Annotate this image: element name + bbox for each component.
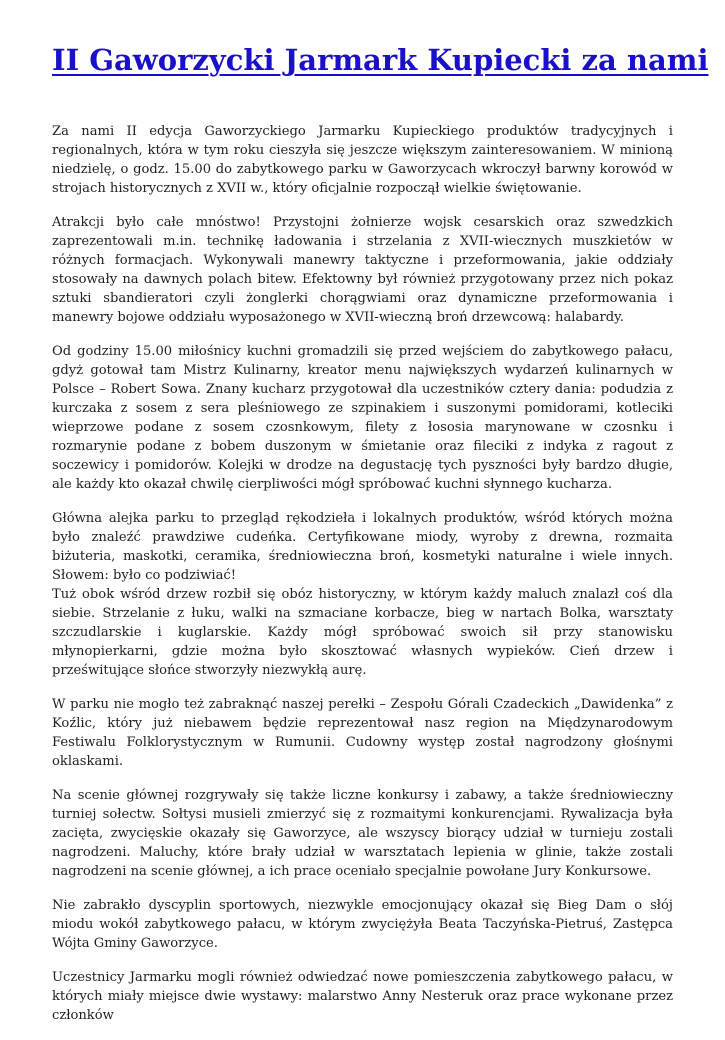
article-title-link[interactable]: II Gaworzycki Jarmark Kupiecki za nami — [52, 43, 709, 77]
paragraph-camp-text: Tuż obok wśród drzew rozbił się obóz historyczny, w którym każdy maluch znalazł coś dla siebie. Strzelanie z łuku, walki na szmaciane korbacze, bieg w nartach Bolka, warsztaty szczudlarskie i kuglarskie. Każdy mógł spróbować swoich sił przy stanowisku młynopierkarni, gdzie można było skosztować własnych wypieków. Cień drzew i prześwitujące słońce stworzyły niezwykłą aurę. — [52, 587, 673, 678]
paragraph-cooking: Od godziny 15.00 miłośnicy kuchni gromadzili się przed wejściem do zabytkowego pałacu, gdyż gotował tam Mistrz Kulinarny, kreator menu największych wydarzeń kulinarnych w Polsce – Robert Sowa. Znany kucharz przygotował dla uczestników cztery dania: podudzia z kurczaka z sosem z sera pleśniowego ze szpinakiem i suszonymi pomidorami, kotleciki wieprzowe podane z sosem czosnkowym, filety z łososia marynowane w czosnku i rozmarynie podane z bobem duszonym w śmietanie oraz fileciki z indyka z ragout z soczewicy i pomidorów. Kolejki w drodze na degustację tych pyszności były bardzo długie, ale każdy kto okazał chwilę cierpliwości mógł spróbować kuchni słynnego kucharza. — [52, 344, 673, 492]
paragraph-soldiers: Atrakcji było całe mnóstwo! Przystojni żołnierze wojsk cesarskich oraz szwedzkich zaprezentowali m.in. technikę ładowania i strzelania z XVII-wiecznych muszkietów w różnych formacjach. Wykonywali manewry taktyczne i przeformowania, jakie oddziały stosowały na dawnych polach bitew. Efektowny był również przygotowany przez nich pokaz sztuki sbandieratori czyli żonglerki chorągwiami oraz dynamiczne przeformowania i manewry bojowe oddziału wyposażonego w XVII-wieczną broń drzewcową: halabardy. — [52, 215, 673, 325]
paragraph-stage: Na scenie głównej rozgrywały się także liczne konkursy i zabawy, a także średniowieczny turniej sołectw. Sołtysi musieli zmierzyć się z rozmaitymi konkurencjami. Rywalizacja była zacięta, zwycięskie okazały się Gaworzyce, ale wszyscy biorący udział w turnieju zostali nagrodzeni. Maluchy, które brały udział w warsztatach lepienia w glinie, także zostali nagrodzeni na scenie głównej, a ich prace oceniało specjalnie powołane Jury Konkursowe. — [52, 788, 673, 879]
paragraph-sports: Nie zabrakło dyscyplin sportowych, niezwykle emocjonujący okazał się Bieg Dam o słój miodu wokół zabytkowego pałacu, w którym zwyciężyła Beata Taczyńska-Pietruś, Zastępca Wójta Gminy Gaworzyce. — [52, 898, 673, 951]
article — [52, 42, 709, 1040]
paragraph-crafts — [52, 509, 673, 680]
paragraph-folk-band: W parku nie mogło też zabraknąć naszej perełki – Zespołu Górali Czadeckich „Dawidenka” z Koźlic, który już niebawem będzie reprezentował nasz region na Międzynarodowym Festiwalu Folklorystycznym w Rumunii. Cudowny występ został nagrodzony głośnymi oklaskami. — [52, 697, 673, 769]
paragraph-exhibitions: Uczestnicy Jarmarku mogli również odwiedzać nowe pomieszczenia zabytkowego pałacu, w których miały miejsce dwie wystawy: malarstwo Anny Nesteruk oraz prace wykonane przez członków — [52, 970, 673, 1023]
paragraph-intro: Za nami II edycja Gaworzyckiego Jarmarku Kupieckiego produktów tradycyjnych i regionalnych, która w tym roku cieszyła się jeszcze większym zainteresowaniem. W minioną niedzielę, o godz. 15.00 do zabytkowego parku w Gaworzycach wkroczył barwny korowód w strojach historycznych z XVII w., który oficjalnie rozpoczął wielkie świętowanie. — [52, 124, 673, 196]
paragraph-crafts-text: Główna alejka parku to przegląd rękodzieła i lokalnych produktów, wśród których można było znaleźć prawdziwe cudeńka. Certyfikowane miody, wyroby z drewna, rozmaita biżuteria, maskotki, ceramika, średniowieczna broń, kosmetyki naturalne i wiele innych. Słowem: było co podziwiać! — [52, 511, 673, 583]
